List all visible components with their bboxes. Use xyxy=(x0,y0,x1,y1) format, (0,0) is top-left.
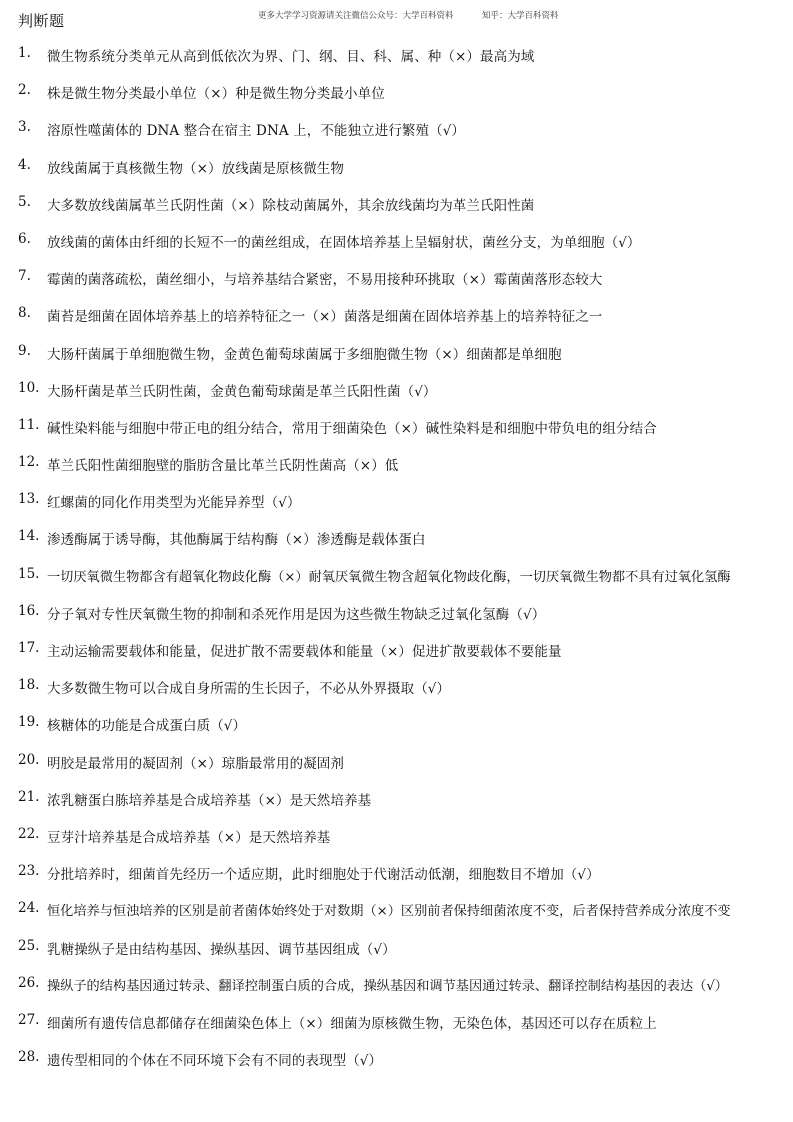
question-text: 核糖体的功能是合成蛋白质（√） xyxy=(47,718,247,735)
question-item xyxy=(0,192,793,229)
question-text: 明胶是最常用的凝固剂（×）琼脂最常用的凝固剂 xyxy=(47,755,345,772)
question-number: 12. xyxy=(18,454,40,471)
question-number: 13. xyxy=(18,491,40,508)
question-text: 乳糖操纵子是由结构基因、操纵基因、调节基因组成（√） xyxy=(47,941,396,958)
question-number: 15. xyxy=(18,565,40,582)
question-number: 22. xyxy=(18,825,40,842)
question-text: 操纵子的结构基因通过转录、翻译控制蛋白质的合成，操纵基因和调节基因通过转录、翻译控制结构基因的表达（√） xyxy=(47,978,728,994)
question-text: 霉菌的菌落疏松，菌丝细小，与培养基结合紧密，不易用接种环挑取（×）霉菌菌落形态较大 xyxy=(47,272,603,289)
question-item xyxy=(0,861,793,898)
question-item xyxy=(0,712,793,749)
question-item xyxy=(0,341,793,378)
question-item xyxy=(0,155,793,192)
question-item xyxy=(0,787,793,824)
question-item xyxy=(0,936,793,973)
question-text: 革兰氏阳性菌细胞壁的脂肪含量比革兰氏阴性菌高（×）低 xyxy=(47,458,399,475)
question-item xyxy=(0,452,793,489)
question-item xyxy=(0,266,793,303)
question-list xyxy=(0,43,793,1084)
question-item xyxy=(0,80,793,117)
question-text: 大肠杆菌是革兰氏阴性菌，金黄色葡萄球菌是革兰氏阳性菌（√） xyxy=(47,383,437,400)
question-number: 20. xyxy=(18,751,40,768)
question-item xyxy=(0,601,793,638)
question-number: 1. xyxy=(18,45,31,61)
question-number: 17. xyxy=(18,640,40,656)
question-number: 26. xyxy=(18,974,40,991)
question-text: 细菌所有遗传信息都储存在细菌染色体上（×）细菌为原核微生物，无染色体，基因还可以存在质粒上 xyxy=(47,1015,657,1032)
question-text: 溶原性噬菌体的 DNA 整合在宿主 DNA 上，不能独立进行繁殖（√） xyxy=(47,123,466,140)
question-number: 8. xyxy=(18,305,31,322)
question-number: 19. xyxy=(18,714,40,731)
page-header xyxy=(0,6,793,30)
question-text: 恒化培养与恒浊培养的区别是前者菌体始终处于对数期（×）区别前者保持细菌浓度不变，后者保持营养成分浓度不变 xyxy=(47,904,731,920)
question-item xyxy=(0,489,793,526)
question-item xyxy=(0,1010,793,1047)
question-text: 放线菌属于真核微生物（×）放线菌是原核微生物 xyxy=(47,160,345,177)
question-text: 一切厌氧微生物都含有超氧化物歧化酶（×）耐氧厌氧微生物含超氧化物歧化酶，一切厌氧微生物都不具有过氧化氢酶 xyxy=(47,569,731,585)
question-item xyxy=(0,526,793,563)
question-number: 2. xyxy=(18,82,31,99)
question-number: 4. xyxy=(18,156,31,173)
question-number: 14. xyxy=(18,528,40,545)
question-number: 10. xyxy=(18,379,40,396)
question-item xyxy=(0,303,793,340)
question-item xyxy=(0,675,793,712)
header-notice: 更多大学学习资源请关注微信公众号：大学百科资料 xyxy=(258,11,454,21)
question-text: 碱性染料能与细胞中带正电的组分结合，常用于细菌染色（×）碱性染料是和细胞中带负电的组分结合 xyxy=(47,420,657,437)
question-text: 大肠杆菌属于单细胞微生物，金黄色葡萄球菌属于多细胞微生物（×）细菌都是单细胞 xyxy=(47,346,562,363)
question-number: 18. xyxy=(18,677,40,694)
question-text: 渗透酶属于诱导酶，其他酶属于结构酶（×）渗透酶是载体蛋白 xyxy=(47,532,426,549)
question-text: 微生物系统分类单元从高到低依次为界、门、纲、目、科、属、种（×）最高为域 xyxy=(47,49,535,65)
question-text: 株是微生物分类最小单位（×）种是微生物分类最小单位 xyxy=(47,86,385,103)
question-text: 主动运输需要载体和能量，促进扩散不需要载体和能量（×）促进扩散要载体不要能量 xyxy=(47,644,562,660)
question-item xyxy=(0,229,793,266)
question-item xyxy=(0,1047,793,1084)
question-item xyxy=(0,973,793,1010)
question-item xyxy=(0,43,793,80)
question-number: 7. xyxy=(18,268,31,285)
header-zhihu: 知乎：大学百科资料 xyxy=(482,11,559,21)
question-item xyxy=(0,564,793,601)
question-item xyxy=(0,638,793,675)
question-item xyxy=(0,117,793,154)
question-number: 21. xyxy=(18,788,40,805)
question-text: 红螺菌的同化作用类型为光能异养型（√） xyxy=(47,495,301,512)
question-number: 5. xyxy=(18,193,31,210)
question-number: 25. xyxy=(18,937,40,954)
question-text: 豆芽汁培养基是合成培养基（×）是天然培养基 xyxy=(47,829,331,846)
question-item xyxy=(0,378,793,415)
question-text: 大多数微生物可以合成自身所需的生长因子，不必从外界摄取（√） xyxy=(47,681,451,698)
question-number: 9. xyxy=(18,342,31,359)
question-number: 16. xyxy=(18,602,40,619)
question-number: 28. xyxy=(18,1049,40,1066)
question-item xyxy=(0,750,793,787)
question-text: 遗传型相同的个体在不同环境下会有不同的表现型（√） xyxy=(47,1053,383,1070)
question-text: 分子氧对专性厌氧微生物的抑制和杀死作用是因为这些微生物缺乏过氧化氢酶（√） xyxy=(47,606,546,623)
section-title: 判断题 xyxy=(18,12,65,30)
question-text: 大多数放线菌属革兰氏阴性菌（×）除枝动菌属外，其余放线菌均为革兰氏阳性菌 xyxy=(47,197,535,214)
question-number: 3. xyxy=(18,119,31,136)
question-text: 浓乳糖蛋白胨培养基是合成培养基（×）是天然培养基 xyxy=(47,792,372,809)
question-number: 27. xyxy=(18,1011,40,1028)
question-text: 放线菌的菌体由纤细的长短不一的菌丝组成，在固体培养基上呈辐射状，菌丝分支，为单细胞（√） xyxy=(47,234,641,251)
question-text: 分批培养时，细菌首先经历一个适应期，此时细胞处于代谢活动低潮，细胞数目不增加（√） xyxy=(47,867,600,884)
question-item xyxy=(0,898,793,935)
question-item xyxy=(0,415,793,452)
question-item xyxy=(0,824,793,861)
question-text: 菌苔是细菌在固体培养基上的培养特征之一（×）菌落是细菌在固体培养基上的培养特征之一 xyxy=(47,309,603,326)
question-number: 23. xyxy=(18,863,40,880)
question-number: 11. xyxy=(18,416,40,433)
question-number: 24. xyxy=(18,900,40,917)
question-number: 6. xyxy=(18,230,31,247)
